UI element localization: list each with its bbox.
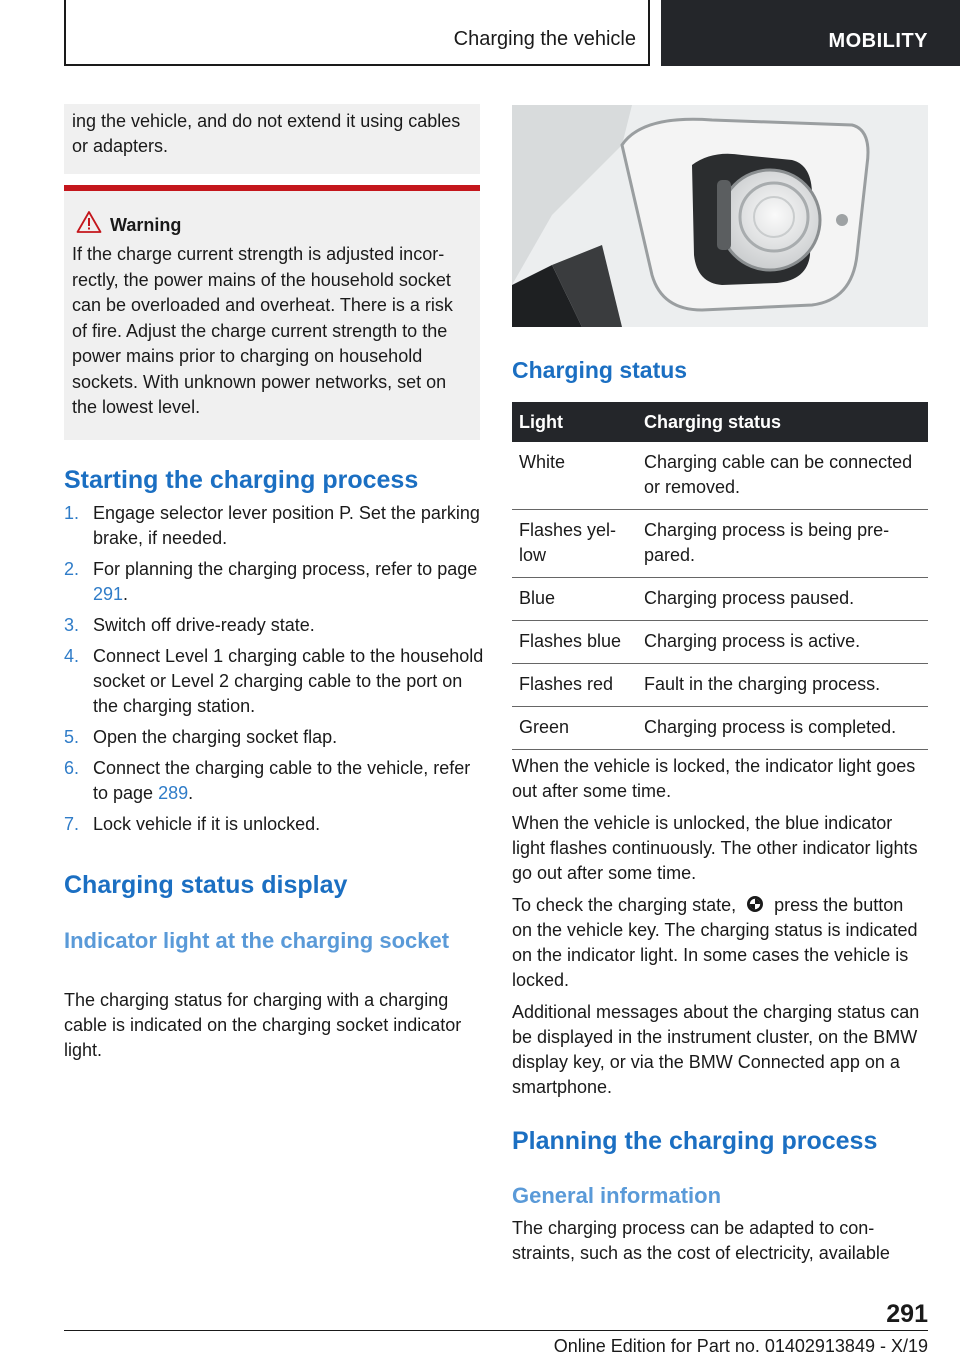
unlocked-paragraph: When the vehicle is unlocked, the blue indicator light flashes continuously. The other indicator lights go out after some time. (512, 813, 918, 883)
right-body (512, 754, 928, 1100)
table-row (512, 621, 928, 664)
heading-starting-charging: Starting the charging process (64, 466, 419, 494)
note-text: ing the vehicle, and do not extend it using cables or adapters. (72, 111, 461, 156)
chapter-title: Charging the vehicle (453, 28, 636, 50)
cell-light: White (512, 442, 637, 510)
step-text: Connect the charging cable to the vehicle, refer to page (93, 758, 471, 803)
step-number: 1. (64, 503, 80, 523)
step-text: Engage selector lever position P. Set the parking brake, if needed. (93, 503, 480, 548)
step-text: Lock vehicle if it is unlocked. (93, 814, 321, 834)
list-item (64, 644, 484, 719)
list-item (64, 756, 484, 806)
check-text-end: press the button on the vehicle key. The charging status is indicated on the indicator light. In some cases the vehicle is locked. (512, 895, 918, 990)
cell-light: Flashes blue (512, 621, 637, 664)
table-row (512, 442, 928, 510)
header-rule-bottom (64, 64, 650, 66)
warning-triangle-icon (76, 210, 102, 234)
page-link[interactable]: 291 (93, 584, 124, 604)
subheading-indicator-light: Indicator light at the charging socket (64, 928, 450, 953)
section-label: MOBILITY (828, 30, 928, 52)
note-box (64, 104, 480, 174)
cell-light: Blue (512, 578, 637, 621)
list-item (64, 501, 484, 551)
list-item (64, 812, 484, 837)
step-number: 7. (64, 814, 80, 834)
cell-status: Fault in the charging process. (637, 664, 928, 707)
cell-status: Charging cable can be connected or removed. (637, 442, 928, 510)
cell-status: Charging process paused. (637, 578, 928, 621)
cell-light: Flashes yellow (512, 510, 637, 578)
header-rule-right (648, 0, 650, 66)
heading-charging-status-display: Charging status display (64, 871, 348, 899)
list-item (64, 557, 484, 607)
cell-status: Charging process is completed. (637, 707, 928, 750)
step-number: 4. (64, 646, 80, 666)
step-text: For planning the charging process, refer to page (93, 559, 478, 579)
step-number: 2. (64, 559, 80, 579)
table-header-row (512, 402, 928, 442)
check-paragraph (512, 893, 928, 993)
warning-title: Warning (110, 215, 182, 235)
table-row (512, 707, 928, 750)
list-item (64, 613, 484, 638)
page-number: 291 (886, 1300, 928, 1328)
step-number: 3. (64, 615, 80, 635)
footer-rule (64, 1330, 928, 1331)
cell-light: Green (512, 707, 637, 750)
table-row (512, 664, 928, 707)
subheading-general-information: General information (512, 1183, 722, 1208)
step-number: 6. (64, 758, 80, 778)
column-header-status: Charging status (637, 402, 928, 442)
steps-list (64, 501, 484, 843)
check-text-start: To check the charging state, (512, 895, 737, 915)
step-text-end: . (188, 783, 194, 803)
heading-planning: Planning the charging process (512, 1127, 878, 1155)
bmw-key-icon (746, 895, 764, 913)
cell-status: Charging process is active. (637, 621, 928, 664)
step-text: Open the charging socket flap. (93, 727, 338, 747)
planning-text: The charging process can be adapted to constraints, such as the cost of electricity, available (512, 1218, 890, 1263)
step-text-end: . (123, 584, 129, 604)
step-text: Connect Level 1 charging cable to the household socket or Level 2 charging cable to the port on the charging station. (93, 646, 484, 716)
list-item (64, 725, 484, 750)
step-number: 5. (64, 727, 80, 747)
table-row (512, 578, 928, 621)
step-text: Switch off drive-ready state. (93, 615, 315, 635)
column-header-light: Light (512, 402, 637, 442)
charging-socket-photo (512, 105, 928, 327)
additional-paragraph: Additional messages about the charging status can be displayed in the instrument cluster, on the BMW display key, or via the BMW Connected app on a smartphone. (512, 1002, 920, 1097)
page-link[interactable]: 289 (158, 783, 189, 803)
locked-paragraph: When the vehicle is locked, the indicator light goes out after some time. (512, 756, 916, 801)
section-tab (661, 0, 960, 66)
warning-text: If the charge current strength is adjusted incorrectly, the power mains of the household socket can be overloaded and overheat. There is a risk of fire. Adjust the charge current strength to the power mains prior to charging on household sockets. With unknown power networks, set on the lowest level. (72, 244, 453, 417)
footer-edition: Online Edition for Part no. 01402913849 - X/19 (553, 1336, 928, 1356)
heading-charging-status: Charging status (512, 357, 688, 383)
indicator-description: The charging status for charging with a charging cable is indicated on the charging socket indicator light. (64, 990, 462, 1060)
cell-light: Flashes red (512, 664, 637, 707)
cell-status: Charging process is being prepared. (637, 510, 928, 578)
charging-status-table (512, 402, 928, 750)
table-row (512, 510, 928, 578)
